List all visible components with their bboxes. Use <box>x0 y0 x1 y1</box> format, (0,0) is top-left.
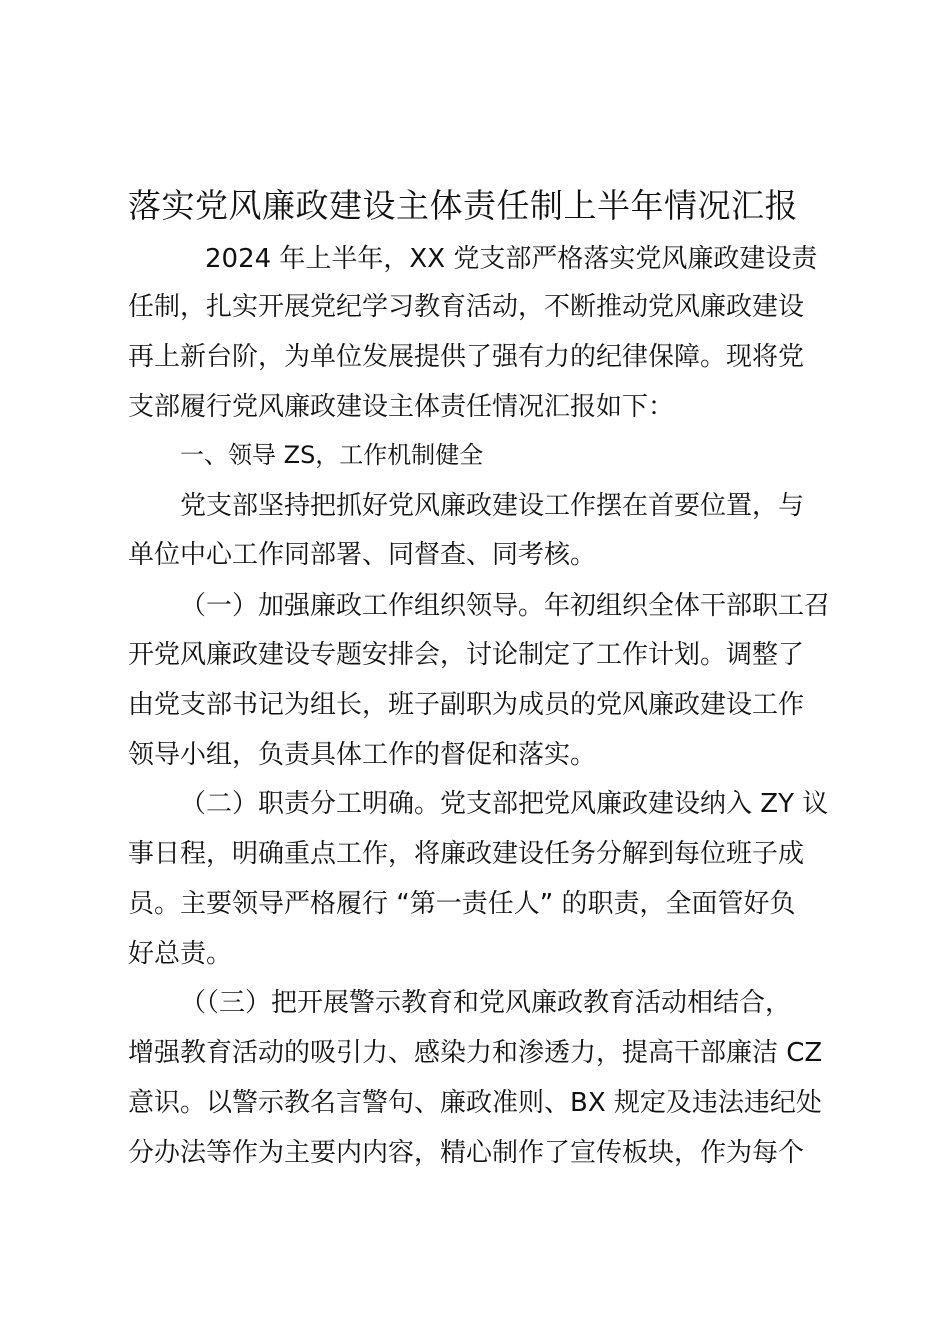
section-1-line-2: 单位中心工作同部署、同督查、同考核。 <box>128 540 597 570</box>
item-3-line-2: 增强教育活动的吸引力、感染力和渗透力，提高干部廉洁 CZ <box>128 1038 823 1068</box>
item-1-line-4: 领导小组，负责具体工作的督促和落实。 <box>128 740 597 770</box>
intro-line-4: 支部履行党风廉政建设主体责任情况汇报如下： <box>128 392 675 422</box>
item-2-line-1: （二）职责分工明确。党支部把党风廉政建设纳入 ZY 议 <box>180 789 829 819</box>
item-1-line-3: 由党支部书记为组长，班子副职为成员的党风廉政建设工作 <box>128 690 805 720</box>
item-2-line-2: 事日程，明确重点工作，将廉政建设任务分解到每位班子成 <box>128 839 805 869</box>
document-title: 落实党风廉政建设主体责任制上半年情况汇报 <box>128 186 798 225</box>
item-3-line-3: 意识。以警示教名言警句、廉政准则、BX 规定及违法违纪处 <box>128 1088 822 1118</box>
intro-line-2: 任制，扎实开展党纪学习教育活动，不断推动党风廉政建设 <box>128 292 805 322</box>
item-2-line-4: 好总责。 <box>128 939 233 969</box>
item-3-line-1: （（三）把开展警示教育和党风廉政教育活动相结合， <box>180 988 792 1018</box>
intro-line-3: 再上新台阶，为单位发展提供了强有力的纪律保障。现将党 <box>128 342 805 372</box>
item-2-line-3: 员。主要领导严格履行 “第一责任人” 的职责，全面管好负 <box>128 889 796 919</box>
item-3-line-4: 分办法等作为主要内内容，精心制作了宣传板块，作为每个 <box>128 1138 805 1168</box>
item-1-line-2: 开党风廉政建设专题安排会，讨论制定了工作计划。调整了 <box>128 640 805 670</box>
section-1-heading: 一、领导 ZS，工作机制健全 <box>180 441 484 469</box>
section-1-line-1: 党支部坚持把抓好党风廉政建设工作摆在首要位置，与 <box>180 491 805 521</box>
intro-line-1: 2024 年上半年，XX 党支部严格落实党风廉政建设责 <box>205 244 818 274</box>
item-1-line-1: （一）加强廉政工作组织领导。年初组织全体干部职工召 <box>180 591 831 621</box>
